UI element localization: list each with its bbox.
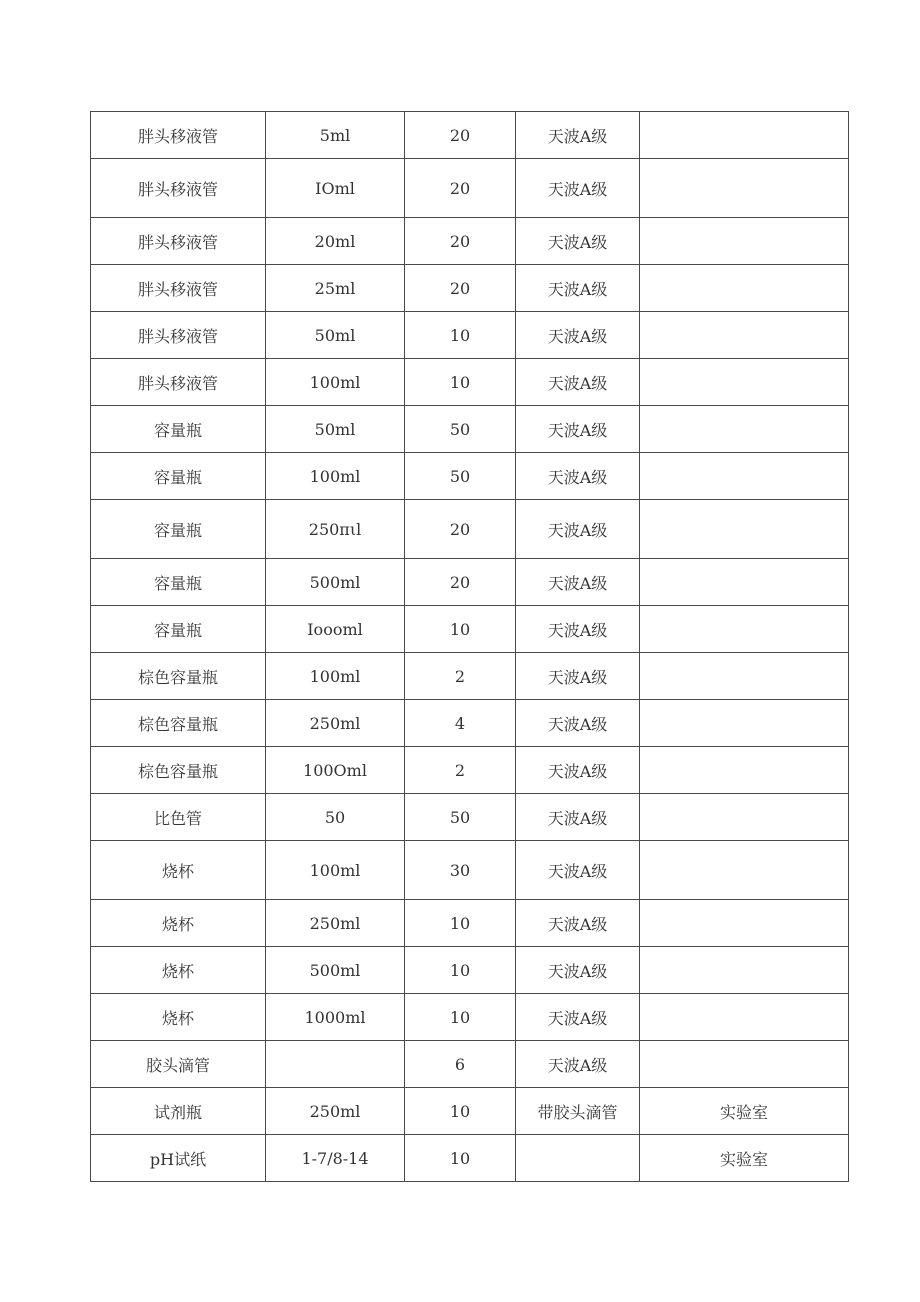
table-row — [91, 700, 849, 747]
item-location-cell — [640, 1041, 849, 1088]
item-spec-cell: 100Oml — [266, 747, 405, 794]
item-note-cell: 天波A级 — [516, 606, 640, 653]
item-quantity-cell: 2 — [405, 747, 516, 794]
item-name-cell: 容量瓶 — [91, 406, 266, 453]
item-spec-cell: Ioooml — [266, 606, 405, 653]
item-quantity-cell: 10 — [405, 312, 516, 359]
item-note-cell: 天波A级 — [516, 453, 640, 500]
item-spec-cell: 100ml — [266, 841, 405, 900]
item-spec-cell: 20ml — [266, 218, 405, 265]
table-row — [91, 653, 849, 700]
item-quantity-cell: 10 — [405, 900, 516, 947]
item-spec-cell: IOml — [266, 159, 405, 218]
item-quantity-cell: 20 — [405, 218, 516, 265]
table-row — [91, 947, 849, 994]
item-location-cell — [640, 794, 849, 841]
item-note-cell: 天波A级 — [516, 159, 640, 218]
item-location-cell — [640, 265, 849, 312]
document-page — [90, 111, 848, 1182]
item-note-cell: 天波A级 — [516, 218, 640, 265]
item-name-cell: 胖头移液管 — [91, 265, 266, 312]
item-spec-cell: 5ml — [266, 112, 405, 159]
item-quantity-cell: 30 — [405, 841, 516, 900]
item-spec-cell: 25ml — [266, 265, 405, 312]
table-row — [91, 994, 849, 1041]
item-quantity-cell: 10 — [405, 947, 516, 994]
item-note-cell — [516, 1135, 640, 1182]
item-quantity-cell: 10 — [405, 1088, 516, 1135]
item-note-cell: 带胶头滴管 — [516, 1088, 640, 1135]
item-name-cell: 胖头移液管 — [91, 312, 266, 359]
table-row — [91, 1088, 849, 1135]
item-location-cell — [640, 406, 849, 453]
item-spec-cell: 50 — [266, 794, 405, 841]
item-location-cell — [640, 500, 849, 559]
item-quantity-cell: 10 — [405, 1135, 516, 1182]
item-name-cell: 胖头移液管 — [91, 359, 266, 406]
item-name-cell: 烧杯 — [91, 841, 266, 900]
item-location-cell — [640, 159, 849, 218]
item-note-cell: 天波A级 — [516, 359, 640, 406]
item-location-cell — [640, 841, 849, 900]
item-location-cell — [640, 994, 849, 1041]
item-spec-cell: 250ml — [266, 900, 405, 947]
table-row — [91, 312, 849, 359]
item-name-cell: pH试纸 — [91, 1135, 266, 1182]
table-row — [91, 112, 849, 159]
item-name-cell: 试剂瓶 — [91, 1088, 266, 1135]
item-name-cell: 容量瓶 — [91, 500, 266, 559]
item-spec-cell: 1000ml — [266, 994, 405, 1041]
item-location-cell — [640, 559, 849, 606]
glassware-table — [90, 111, 849, 1182]
item-name-cell: 容量瓶 — [91, 453, 266, 500]
item-name-cell: 烧杯 — [91, 900, 266, 947]
item-note-cell: 天波A级 — [516, 947, 640, 994]
table-row — [91, 453, 849, 500]
item-quantity-cell: 50 — [405, 453, 516, 500]
item-quantity-cell: 10 — [405, 606, 516, 653]
item-spec-cell: 100ml — [266, 453, 405, 500]
item-quantity-cell: 50 — [405, 406, 516, 453]
item-spec-cell: 100ml — [266, 359, 405, 406]
item-quantity-cell: 20 — [405, 500, 516, 559]
item-location-cell — [640, 606, 849, 653]
item-quantity-cell: 20 — [405, 159, 516, 218]
item-quantity-cell: 6 — [405, 1041, 516, 1088]
item-spec-cell: 500ml — [266, 559, 405, 606]
item-name-cell: 胖头移液管 — [91, 112, 266, 159]
item-name-cell: 胖头移液管 — [91, 159, 266, 218]
item-location-cell — [640, 312, 849, 359]
item-note-cell: 天波A级 — [516, 841, 640, 900]
table-body — [91, 112, 849, 1182]
item-spec-cell: 50ml — [266, 406, 405, 453]
item-note-cell: 天波A级 — [516, 747, 640, 794]
table-row — [91, 900, 849, 947]
item-spec-cell: 50ml — [266, 312, 405, 359]
item-location-cell — [640, 218, 849, 265]
item-name-cell: 棕色容量瓶 — [91, 700, 266, 747]
item-name-cell: 比色管 — [91, 794, 266, 841]
item-location-cell — [640, 900, 849, 947]
item-location-cell — [640, 653, 849, 700]
item-location-cell — [640, 747, 849, 794]
item-name-cell: 容量瓶 — [91, 559, 266, 606]
item-note-cell: 天波A级 — [516, 265, 640, 312]
table-row — [91, 841, 849, 900]
item-note-cell: 天波A级 — [516, 700, 640, 747]
item-location-cell — [640, 947, 849, 994]
item-location-cell: 实验室 — [640, 1135, 849, 1182]
item-spec-cell: 250πιl — [266, 500, 405, 559]
item-note-cell: 天波A级 — [516, 900, 640, 947]
item-quantity-cell: 50 — [405, 794, 516, 841]
item-quantity-cell: 4 — [405, 700, 516, 747]
table-row — [91, 406, 849, 453]
table-row — [91, 606, 849, 653]
table-row — [91, 500, 849, 559]
table-row — [91, 359, 849, 406]
table-row — [91, 794, 849, 841]
item-quantity-cell: 20 — [405, 265, 516, 312]
item-spec-cell — [266, 1041, 405, 1088]
item-name-cell: 棕色容量瓶 — [91, 653, 266, 700]
item-spec-cell: 500ml — [266, 947, 405, 994]
table-row — [91, 218, 849, 265]
item-name-cell: 棕色容量瓶 — [91, 747, 266, 794]
item-quantity-cell: 10 — [405, 359, 516, 406]
item-note-cell: 天波A级 — [516, 559, 640, 606]
item-note-cell: 天波A级 — [516, 1041, 640, 1088]
item-spec-cell: 1-7/8-14 — [266, 1135, 405, 1182]
item-name-cell: 烧杯 — [91, 947, 266, 994]
item-note-cell: 天波A级 — [516, 312, 640, 359]
item-name-cell: 胶头滴管 — [91, 1041, 266, 1088]
item-quantity-cell: 10 — [405, 994, 516, 1041]
table-row — [91, 265, 849, 312]
item-note-cell: 天波A级 — [516, 794, 640, 841]
item-quantity-cell: 2 — [405, 653, 516, 700]
item-note-cell: 天波A级 — [516, 994, 640, 1041]
table-row — [91, 747, 849, 794]
item-quantity-cell: 20 — [405, 112, 516, 159]
item-name-cell: 胖头移液管 — [91, 218, 266, 265]
table-row — [91, 1135, 849, 1182]
item-name-cell: 烧杯 — [91, 994, 266, 1041]
item-name-cell: 容量瓶 — [91, 606, 266, 653]
table-row — [91, 559, 849, 606]
item-location-cell — [640, 112, 849, 159]
item-note-cell: 天波A级 — [516, 500, 640, 559]
item-note-cell: 天波A级 — [516, 112, 640, 159]
table-row — [91, 1041, 849, 1088]
item-location-cell: 实验室 — [640, 1088, 849, 1135]
item-quantity-cell: 20 — [405, 559, 516, 606]
table-row — [91, 159, 849, 218]
item-location-cell — [640, 700, 849, 747]
item-spec-cell: 250ml — [266, 700, 405, 747]
item-location-cell — [640, 359, 849, 406]
item-location-cell — [640, 453, 849, 500]
item-note-cell: 天波A级 — [516, 653, 640, 700]
item-spec-cell: 100ml — [266, 653, 405, 700]
item-note-cell: 天波A级 — [516, 406, 640, 453]
item-spec-cell: 250ml — [266, 1088, 405, 1135]
